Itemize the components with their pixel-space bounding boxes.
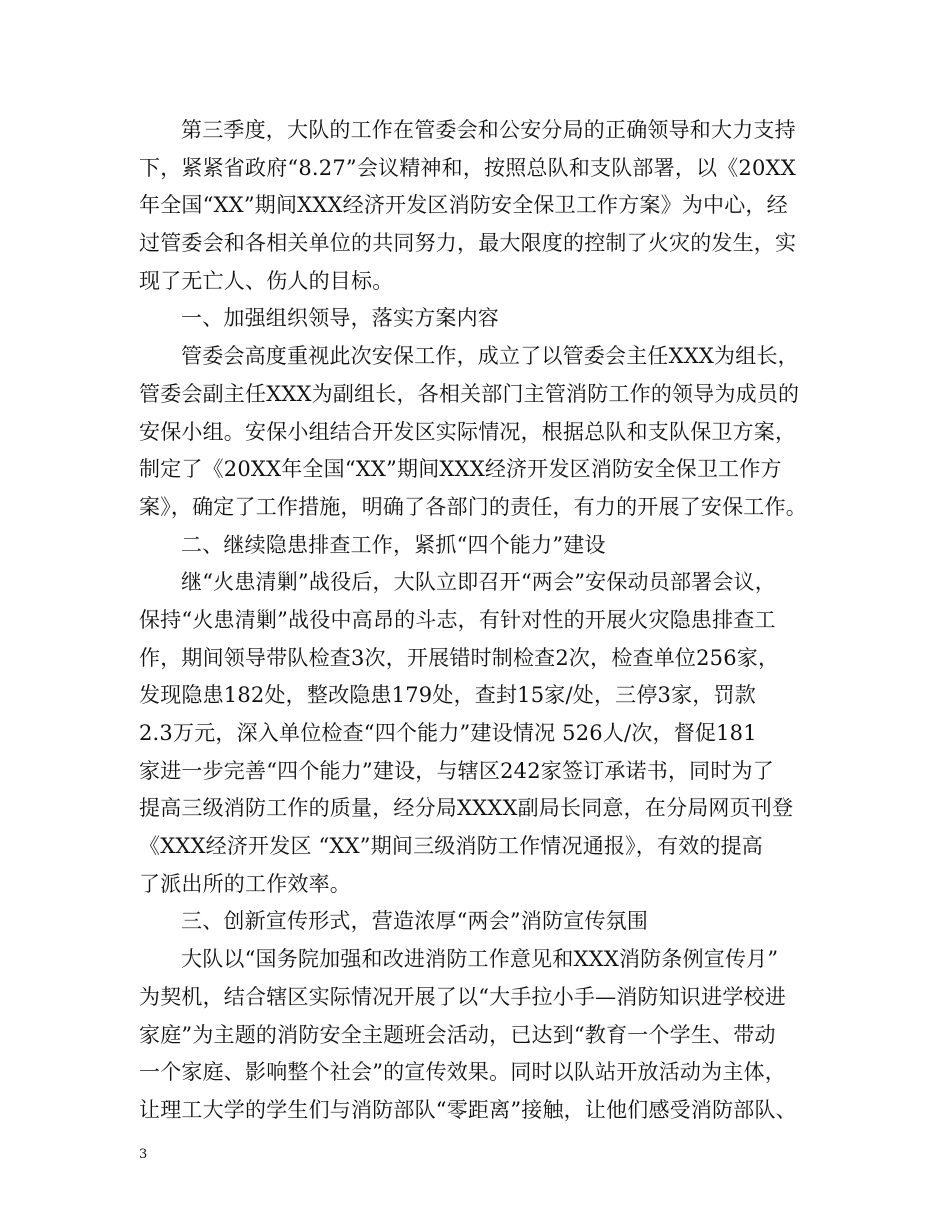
paragraph-line: 年全国“XX”期间XXX经济开发区消防安全保卫工作方案》为中心，经 [139,193,788,218]
page-number: 3 [139,1147,148,1162]
paragraph-line: 制定了《20XX年全国“XX”期间XXX经济开发区消防安全保卫工作方 [139,457,782,482]
paragraph-line: 继“火患清剿”战役后，大队立即召开“两会”安保动员部署会议， [181,570,776,595]
paragraph-line: 了派出所的工作效率。 [139,871,351,896]
paragraph-line: 安保小组。安保小组结合开发区实际情况，根据总队和支队保卫方案， [139,419,797,444]
paragraph-line: 现了无亡人、伤人的目标。 [139,268,394,293]
section-heading: 一、加强组织领导，落实方案内容 [181,306,499,331]
paragraph-line: 大队以“国务院加强和改进消防工作意见和XXX消防条例宣传月” [181,947,779,972]
paragraph-line: 为契机，结合辖区实际情况开展了以“大手拉小手—消防知识进学校进 [139,984,786,1009]
paragraph-line: 提高三级消防工作的质量，经分局XXXX副局长同意，在分局网页刊登 [139,796,794,821]
paragraph-line: 作，期间领导带队检查3次，开展错时制检查2次，检查单位256家， [139,645,780,670]
paragraph-line: 《XXX经济开发区 “XX”期间三级消防工作情况通报》，有效的提高 [139,834,763,859]
paragraph-line: 管委会高度重视此次安保工作，成立了以管委会主任XXX为组长， [181,344,799,369]
paragraph-line: 案》，确定了工作措施，明确了各部门的责任，有力的开展了安保工作。 [139,494,807,519]
paragraph-line: 让理工大学的学生们与消防部队“零距离”接触，让他们感受消防部队、 [139,1097,797,1122]
paragraph-line: 家进一步完善“四个能力”建设，与辖区242家签订承诺书，同时为了 [139,758,774,783]
paragraph-line: 2.3万元，深入单位检查“四个能力”建设情况 526人/次，督促181 [139,721,757,745]
paragraph-line: 管委会副主任XXX为副组长，各相关部门主管消防工作的领导为成员的 [139,381,800,406]
document-body [139,112,819,1130]
paragraph-line: 下，紧紧省政府“8.27”会议精神和，按照总队和支队部署，以《20XX [139,155,796,180]
paragraph-line: 发现隐患182处，整改隐患179处，查封15家/处，三停3家，罚款 [139,683,756,708]
paragraph-line: 过管委会和各相关单位的共同努力，最大限度的控制了火灾的发生，实 [139,231,797,256]
paragraph-line: 第三季度，大队的工作在管委会和公安分局的正确领导和大力支持 [181,118,796,142]
paragraph-line: 保持“火患清剿”战役中高昂的斗志，有针对性的开展火灾隐患排查工 [139,607,776,632]
paragraph-line: 一个家庭、影响整个社会”的宣传效果。同时以队站开放活动为主体， [139,1060,786,1085]
paragraph-line: 家庭”为主题的消防安全主题班会活动，已达到“教育一个学生、带动 [139,1022,776,1047]
section-heading: 三、创新宣传形式，营造浓厚“两会”消防宣传氛围 [181,909,649,934]
section-heading: 二、继续隐患排查工作，紧抓“四个能力”建设 [181,532,606,557]
